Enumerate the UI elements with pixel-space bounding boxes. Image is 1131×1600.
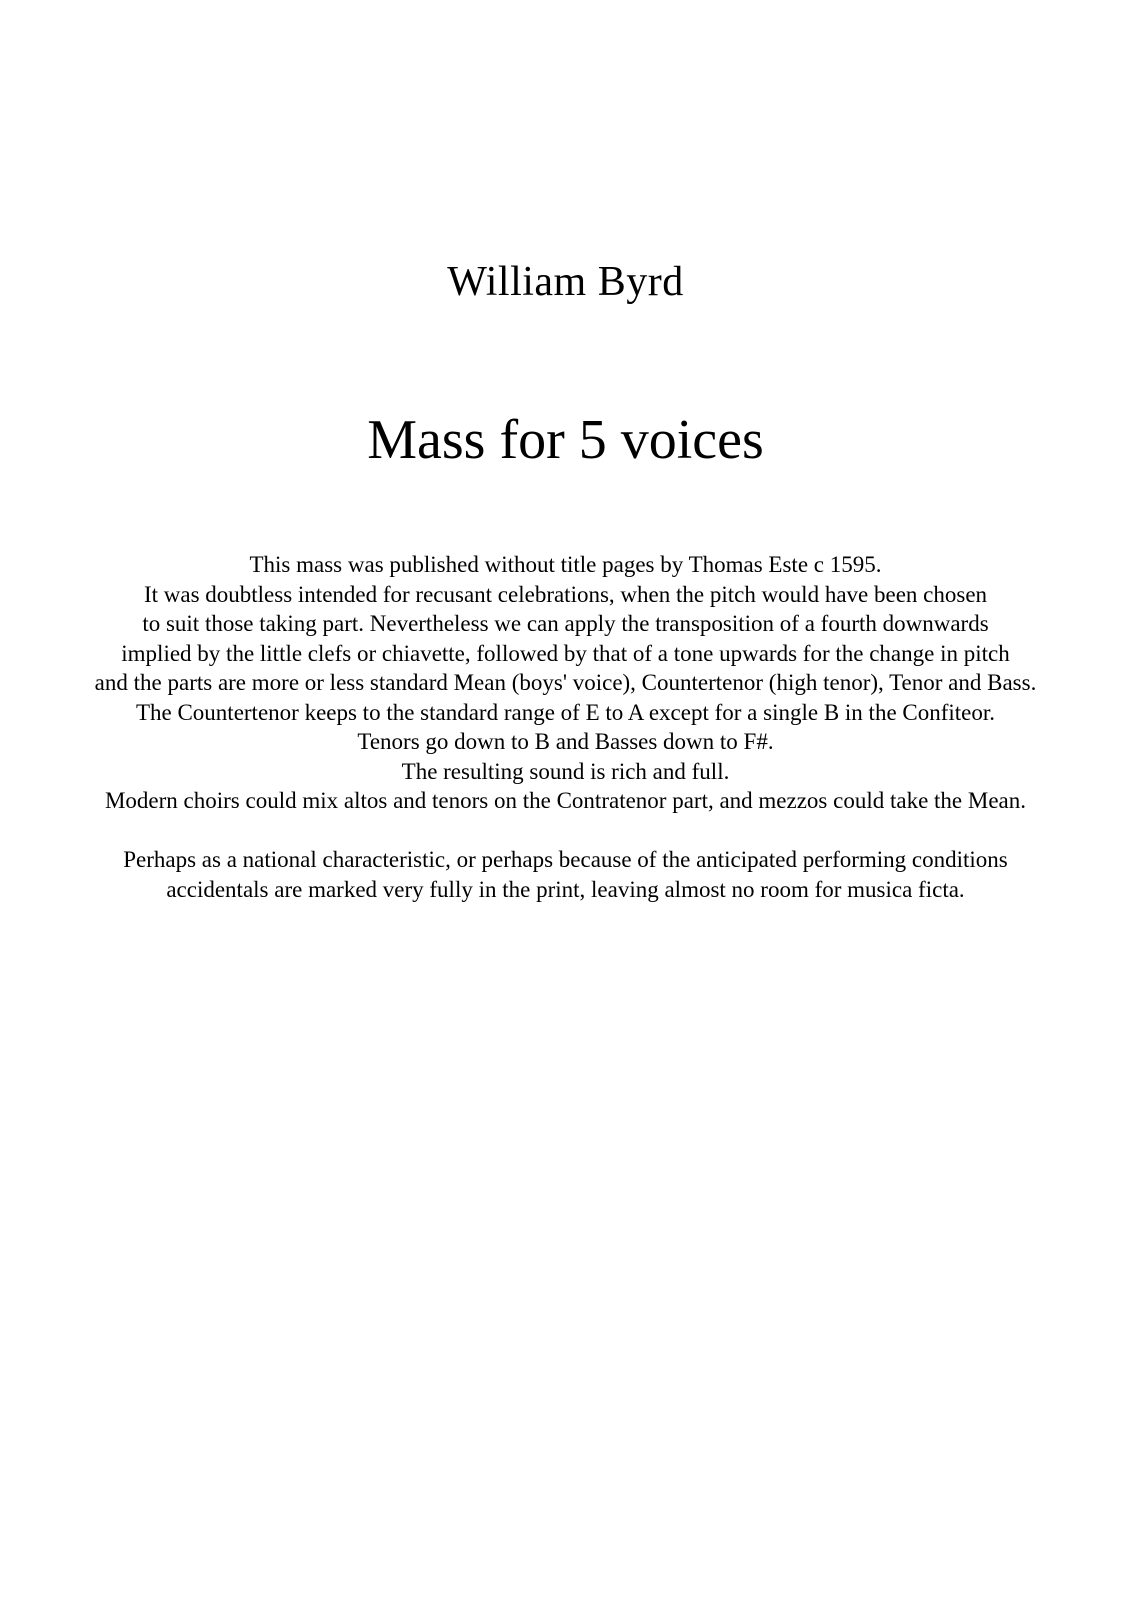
intro-paragraph [0, 550, 1131, 816]
composer-name: William Byrd [447, 259, 684, 305]
intro-line: It was doubtless intended for recusant celebrations, when the pitch would have been chosen [143, 581, 988, 607]
intro-line: and the parts are more or less standard Mean (boys' voice), Countertenor (high tenor), Tenor and Bass. [94, 670, 1037, 695]
intro-line: The Countertenor keeps to the standard range of E to A except for a single B in the Confiteor. [135, 699, 996, 725]
note-line: accidentals are marked very fully in the print, leaving almost no room for musica ficta. [166, 876, 965, 902]
intro-line: Tenors go down to B and Basses down to F#. [357, 729, 774, 754]
intro-line: implied by the little clefs or chiavette, followed by that of a tone upwards for the change in pitch [121, 640, 1010, 666]
intro-line: to suit those taking part. Nevertheless we can apply the transposition of a fourth downwards [142, 611, 989, 636]
note-paragraph [0, 845, 1131, 904]
intro-line: The resulting sound is rich and full. [401, 758, 730, 784]
note-line: Perhaps as a national characteristic, or perhaps because of the anticipated performing conditions [123, 847, 1008, 872]
intro-line: Modern choirs could mix altos and tenors on the Contratenor part, and mezzos could take the Mean. [104, 788, 1027, 813]
intro-line: This mass was published without title pages by Thomas Este c 1595. [249, 552, 882, 577]
work-title: Mass for 5 voices [367, 409, 764, 471]
